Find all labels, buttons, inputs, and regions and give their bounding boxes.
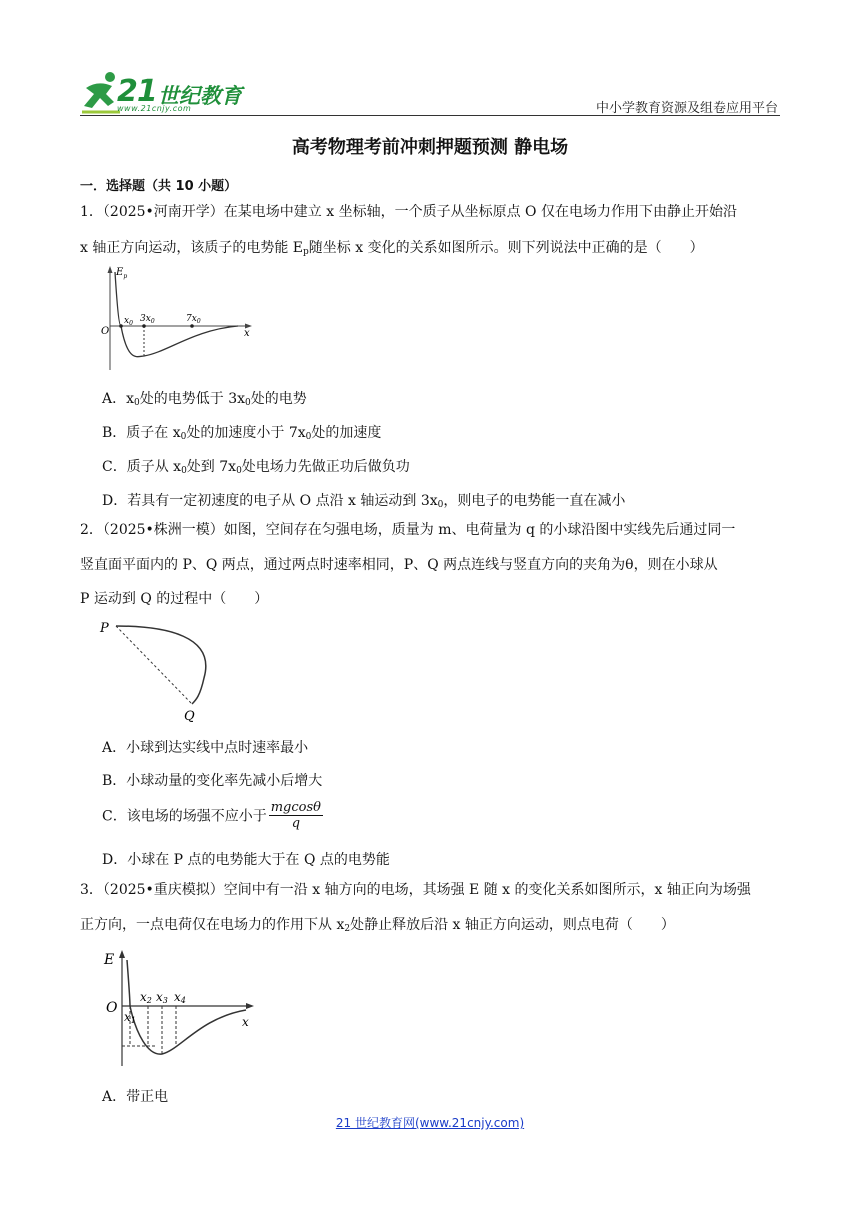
section-heading: 一．选择题（共 10 小题）	[80, 179, 238, 194]
logo-number: 21	[117, 74, 157, 109]
q2-stem-line3: P 运动到 Q 的过程中（ ）	[80, 591, 269, 607]
q2-option-b[interactable]: B．小球动量的变化率先减小后增大	[102, 773, 323, 789]
q3-x-label: x	[242, 1015, 249, 1029]
platform-label: 中小学教育资源及组卷应用平台	[595, 101, 778, 116]
q2-figure	[96, 616, 226, 722]
q1-tick-x0: $x_0$	[124, 316, 133, 327]
q1-origin: O	[101, 326, 110, 337]
q3-origin: O	[106, 1000, 118, 1016]
q2-option-a[interactable]: A．小球到达实线中点时速率最小	[102, 740, 309, 756]
q3-tick-x3: x3	[156, 990, 168, 1005]
q2-stem-line1: 2．（2025•株洲一模）如图，空间存在匀强电场，质量为 m、电荷量为 q 的小球沿图中实线先后通过同一	[80, 522, 736, 538]
q1-tick-7x0: $7x_0$	[186, 314, 201, 325]
q1-tick-3x0: $3x_0$	[140, 314, 155, 325]
q3-stem-line1: 3．（2025•重庆模拟）空间中有一沿 x 轴方向的电场，其场强 E 随 x 的变化关系如图所示，x 轴正向为场强	[80, 882, 751, 898]
q3-curve	[127, 960, 246, 1054]
q2-option-d[interactable]: D．小球在 P 点的电势能大于在 Q 点的电势能	[102, 852, 390, 868]
q1-option-b[interactable]: B．质子在 $x_0$处的加速度小于 $7x_0$处的加速度	[102, 425, 382, 442]
q1-option-a[interactable]: A．$x_0$处的电势低于 $3x_0$处的电势	[102, 391, 307, 408]
q2-label-q: Q	[184, 709, 195, 722]
q2-option-c[interactable]: C．该电场的场强不应小于 $\frac{mgcos\theta}{q}$	[102, 800, 321, 831]
q3-stem-line2: 正方向，一点电荷仅在电场力的作用下从 $x_2$处静止释放后沿 x 轴正方向运动，则点电荷（ ）	[80, 917, 675, 934]
q2-label-p: P	[100, 621, 109, 636]
q2-stem-line2: 竖直面平面内的 P、Q 两点，通过两点时速率相同，P、Q 两点连线与竖直方向的夹角为θ，则在小球从	[80, 557, 718, 573]
q3-tick-x2: x2	[140, 990, 152, 1005]
q3-tick-x1: x1	[124, 1010, 136, 1025]
logo-url: www.21cnjy.com	[117, 104, 192, 113]
logo-text: 世纪教育	[158, 84, 242, 108]
q3-y-label: E	[104, 952, 115, 968]
q3-figure	[100, 946, 260, 1070]
q3-option-a[interactable]: A．带正电	[102, 1089, 169, 1105]
q1-curve	[115, 272, 238, 357]
q2-trajectory	[116, 626, 206, 704]
q1-figure	[98, 264, 258, 374]
q1-stem-line2: x 轴正方向运动，该质子的电势能 $E_p$随坐标 x 变化的关系如图所示。则下列说法中正确的是（ ）	[80, 240, 704, 257]
q1-option-c[interactable]: C．质子从 $x_0$处到 $7x_0$处电场力先做正功后做负功	[102, 459, 410, 476]
q1-option-d[interactable]: D．若具有一定初速度的电子从 O 点沿 x 轴运动到 $3x_0$，则电子的电势能一直在减小	[102, 493, 626, 510]
q2-chord	[116, 626, 192, 704]
q3-tick-x4: x4	[174, 990, 186, 1005]
footer-link[interactable]: 21 世纪教育网(www.21cnjy.com)	[335, 1116, 525, 1130]
header-divider	[80, 115, 780, 116]
q1-stem-line1: 1．（2025•河南开学）在某电场中建立 x 坐标轴，一个质子从坐标原点 O 仅在电场力作用下由静止开始沿	[80, 204, 737, 220]
q2-fraction: $\frac{mgcos\theta}{q}$	[270, 800, 321, 831]
page-title: 高考物理考前冲刺押题预测 静电场	[291, 137, 569, 158]
q1-y-label: $E_p$	[116, 267, 128, 280]
q1-x-label: x	[244, 328, 250, 339]
